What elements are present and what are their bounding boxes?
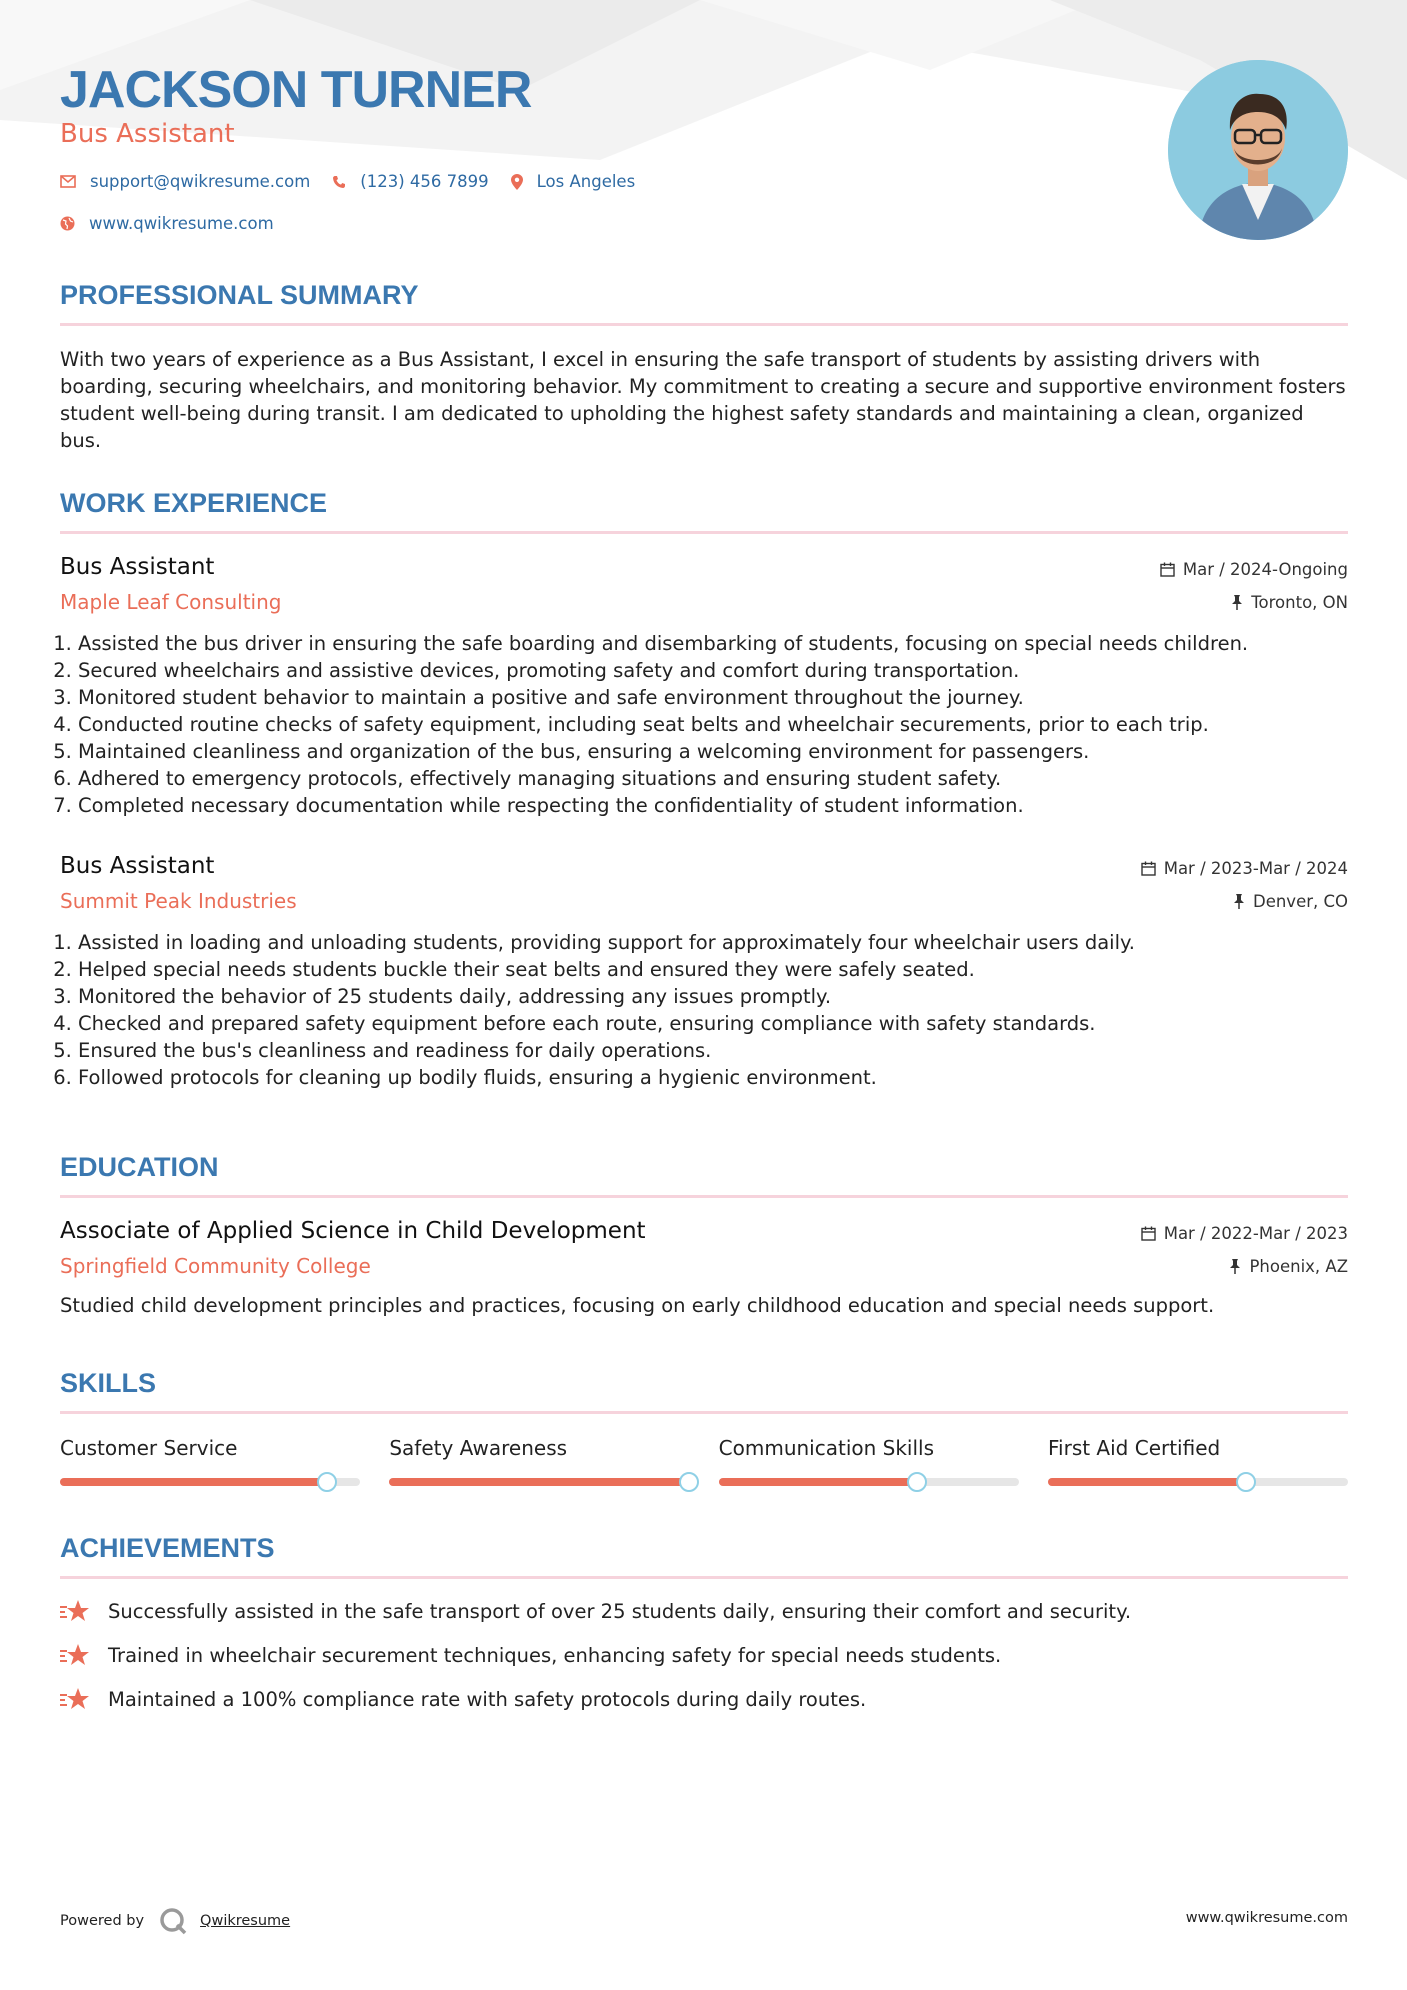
list-item: 4. Conducted routine checks of safety equipment, including seat belts and wheelchair securements, prior to each trip. <box>78 711 1348 738</box>
star-icon <box>60 1687 90 1711</box>
pushpin-icon <box>1233 894 1245 909</box>
list-item: 6. Followed protocols for cleaning up bodily fluids, ensuring a hygienic environment. <box>78 1064 1348 1091</box>
skill-item <box>719 1436 1019 1486</box>
brand-link[interactable]: Qwikresume <box>200 1913 291 1929</box>
profile-photo <box>1168 60 1348 240</box>
skill-bar-fill <box>1048 1478 1246 1486</box>
school-name: Springfield Community College <box>60 1254 371 1278</box>
achievements-list <box>60 1599 1348 1711</box>
achievements-divider <box>60 1576 1348 1579</box>
education-location <box>1229 1257 1348 1276</box>
skill-name: Communication Skills <box>718 1436 935 1460</box>
contact-row-1 <box>60 172 657 191</box>
profile-avatar-illustration <box>1168 60 1348 240</box>
experience-section <box>60 488 1348 1091</box>
footer <box>60 1898 1348 1938</box>
skills-list <box>60 1436 1348 1486</box>
qwikresume-logo-icon <box>158 1906 188 1936</box>
job-location <box>1233 892 1348 911</box>
skills-divider <box>60 1411 1348 1414</box>
calendar-icon <box>1160 562 1175 577</box>
list-item: 7. Completed necessary documentation while respecting the confidentiality of student information. <box>78 792 1348 819</box>
website-text: www.qwikresume.com <box>89 214 274 233</box>
experience-divider <box>60 531 1348 534</box>
list-item: 3. Monitored student behavior to maintain a positive and safe environment throughout the journey. <box>78 684 1348 711</box>
job-location-text: Denver, CO <box>1252 892 1348 911</box>
education-entry <box>60 1218 1348 1319</box>
summary-section <box>60 280 1348 454</box>
phone-text: (123) 456 7899 <box>360 172 489 191</box>
job-date <box>1160 560 1348 579</box>
skills-heading: SKILLS <box>60 1368 157 1398</box>
experience-heading: WORK EXPERIENCE <box>60 488 328 518</box>
summary-heading: PROFESSIONAL SUMMARY <box>60 280 419 310</box>
candidate-title: Bus Assistant <box>60 119 235 149</box>
job-entry <box>60 554 1348 819</box>
summary-divider <box>60 323 1348 326</box>
achievements-heading: ACHIEVEMENTS <box>60 1533 275 1563</box>
education-date <box>1141 1224 1348 1243</box>
skill-bar <box>719 1478 1019 1486</box>
education-date-text: Mar / 2022-Mar / 2023 <box>1163 1224 1348 1243</box>
list-item: 2. Secured wheelchairs and assistive devices, promoting safety and comfort during transportation. <box>78 657 1348 684</box>
phone-contact[interactable] <box>332 172 488 191</box>
list-item: 5. Ensured the bus's cleanliness and readiness for daily operations. <box>78 1037 1348 1064</box>
job-location-text: Toronto, ON <box>1251 593 1348 612</box>
email-text: support@qwikresume.com <box>90 172 311 191</box>
job-date-text: Mar / 2024-Ongoing <box>1182 560 1348 579</box>
list-item: 6. Adhered to emergency protocols, effectively managing situations and ensuring student safety. <box>78 765 1348 792</box>
achievement-item <box>60 1687 1348 1711</box>
calendar-icon <box>1141 861 1156 876</box>
footer-website[interactable]: www.qwikresume.com <box>1185 1910 1348 1926</box>
list-item: 2. Helped special needs students buckle their seat belts and ensured they were safely seated. <box>78 956 1348 983</box>
location-text: Los Angeles <box>536 172 636 191</box>
achievement-text: Successfully assisted in the safe transport of over 25 students daily, ensuring their comfort and security. <box>108 1599 1132 1623</box>
skill-item <box>1048 1436 1348 1486</box>
job-bullets <box>60 630 1348 819</box>
powered-by <box>60 1906 290 1936</box>
job-date-text: Mar / 2023-Mar / 2024 <box>1163 859 1348 878</box>
location-contact <box>511 172 636 191</box>
star-icon <box>60 1599 90 1623</box>
job-title: Bus Assistant <box>60 853 215 879</box>
skill-bar-knob <box>317 1472 337 1492</box>
achievement-item <box>60 1643 1348 1667</box>
list-item: 1. Assisted in loading and unloading students, providing support for approximately four wheelchair users daily. <box>78 929 1348 956</box>
phone-icon <box>332 175 346 189</box>
job-date <box>1141 859 1348 878</box>
education-description: Studied child development principles and practices, focusing on early childhood education and special needs support. <box>60 1294 1215 1317</box>
email-contact[interactable] <box>60 172 310 191</box>
skill-bar <box>60 1478 360 1486</box>
skill-bar-fill <box>60 1478 327 1486</box>
skill-bar-knob <box>907 1472 927 1492</box>
map-pin-icon <box>511 174 523 190</box>
pushpin-icon <box>1231 595 1243 610</box>
job-company: Maple Leaf Consulting <box>60 590 282 614</box>
skill-item <box>389 1436 689 1486</box>
degree-title: Associate of Applied Science in Child Development <box>60 1218 646 1244</box>
envelope-icon <box>60 175 76 188</box>
education-heading: EDUCATION <box>60 1152 219 1182</box>
skill-bar-knob <box>679 1472 699 1492</box>
website-contact[interactable] <box>60 214 274 233</box>
job-company: Summit Peak Industries <box>60 889 297 913</box>
globe-icon <box>60 216 75 231</box>
powered-by-label: Powered by <box>60 1913 145 1929</box>
summary-text: With two years of experience as a Bus Assistant, I excel in ensuring the safe transport of students by assisting drivers with boarding, securing wheelchairs, and monitoring behavior. My commitment to creating a secure and supportive environment fosters student well-being during transit. I am dedicated to upholding the highest safety standards and maintaining a clean, organized bus. <box>60 348 1346 452</box>
education-location-text: Phoenix, AZ <box>1249 1257 1348 1276</box>
skill-name: Safety Awareness <box>389 1436 568 1460</box>
skill-bar-fill <box>719 1478 917 1486</box>
list-item: 3. Monitored the behavior of 25 students daily, addressing any issues promptly. <box>78 983 1348 1010</box>
skill-item <box>60 1436 360 1486</box>
calendar-icon <box>1141 1226 1156 1241</box>
achievement-text: Trained in wheelchair securement techniques, enhancing safety for special needs students. <box>108 1643 1002 1667</box>
achievement-item <box>60 1599 1348 1623</box>
skill-name: First Aid Certified <box>1047 1436 1221 1460</box>
pushpin-icon <box>1229 1259 1241 1274</box>
job-entry <box>60 853 1348 1091</box>
job-location <box>1231 593 1348 612</box>
achievement-text: Maintained a 100% compliance rate with safety protocols during daily routes. <box>108 1687 867 1711</box>
education-section <box>60 1152 1348 1319</box>
list-item: 4. Checked and prepared safety equipment before each route, ensuring compliance with safety standards. <box>78 1010 1348 1037</box>
skill-bar-knob <box>1236 1472 1256 1492</box>
skill-bar <box>1048 1478 1348 1486</box>
skill-name: Customer Service <box>60 1436 238 1460</box>
candidate-name: JACKSON TURNER <box>60 61 532 119</box>
education-divider <box>60 1195 1348 1198</box>
job-bullets <box>60 929 1348 1091</box>
list-item: 1. Assisted the bus driver in ensuring the safe boarding and disembarking of students, focusing on special needs children. <box>78 630 1348 657</box>
job-title: Bus Assistant <box>60 554 215 580</box>
skills-section <box>60 1368 1348 1486</box>
skill-bar <box>389 1478 689 1486</box>
contact-row-2 <box>60 214 296 233</box>
achievements-section <box>60 1533 1348 1711</box>
list-item: 5. Maintained cleanliness and organization of the bus, ensuring a welcoming environment for passengers. <box>78 738 1348 765</box>
star-icon <box>60 1643 90 1667</box>
skill-bar-fill <box>389 1478 689 1486</box>
